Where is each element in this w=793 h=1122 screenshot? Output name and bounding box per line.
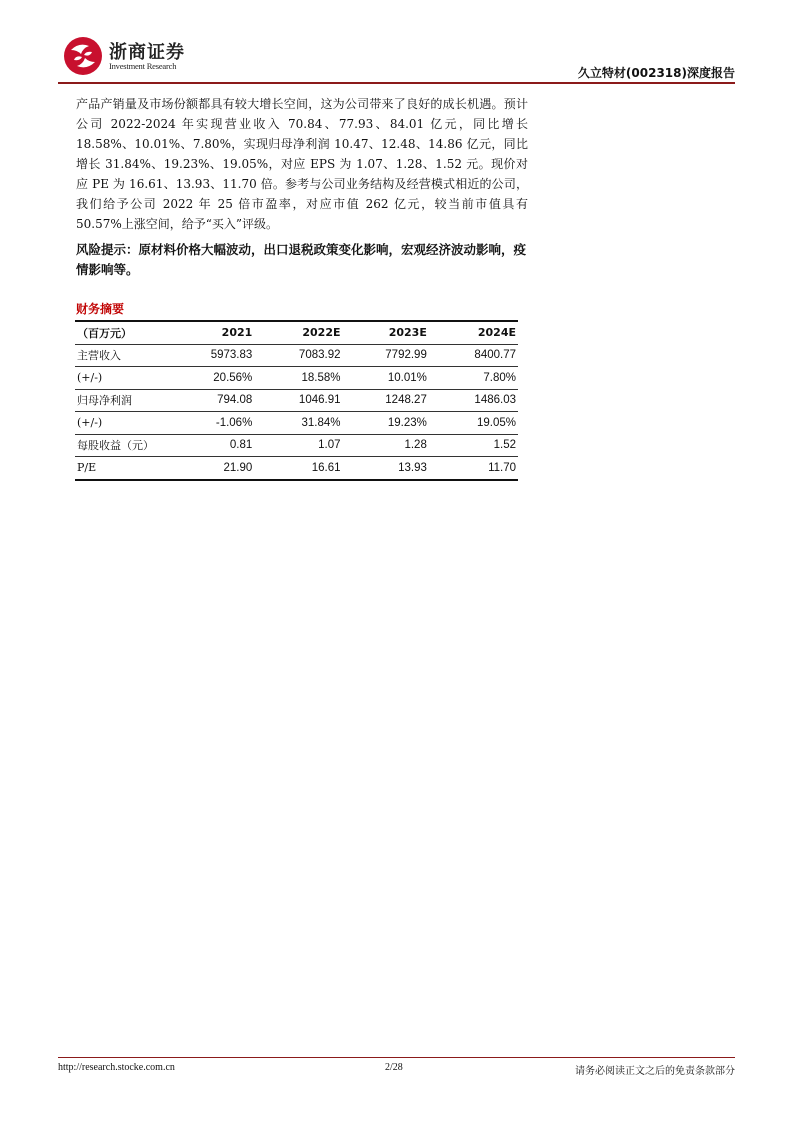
table-row — [75, 434, 518, 457]
logo-emblem-icon — [63, 36, 103, 76]
table-cell: 18.58% — [254, 367, 342, 390]
table-cell: 7792.99 — [343, 344, 429, 367]
footer-divider — [58, 1057, 735, 1058]
table-cell: 19.05% — [429, 412, 518, 435]
table-cell: 7083.92 — [254, 344, 342, 367]
financial-summary-title: 财务摘要 — [76, 302, 125, 316]
table-cell: 31.84% — [254, 412, 342, 435]
table-header-row — [75, 321, 518, 344]
row-label: (+/-) — [75, 367, 186, 390]
table-cell: 5973.83 — [186, 344, 254, 367]
table-cell: 8400.77 — [429, 344, 518, 367]
row-label: 归母净利润 — [75, 389, 186, 412]
table-row — [75, 412, 518, 435]
table-cell: 19.23% — [343, 412, 429, 435]
table-cell: 1.28 — [343, 434, 429, 457]
header-divider — [58, 82, 735, 84]
page-number: 2/28 — [385, 1062, 403, 1073]
table-cell: 16.61 — [311, 461, 341, 474]
row-label: (+/-) — [75, 412, 186, 435]
table-cell: 1248.27 — [343, 389, 429, 412]
header-cell: 2023E — [343, 321, 429, 344]
table-cell: 13.93 — [398, 461, 427, 474]
table-cell: 794.08 — [186, 389, 254, 412]
header-cell: （百万元） — [75, 321, 186, 344]
header-cell: 2022E — [254, 321, 342, 344]
table-row — [75, 457, 518, 480]
summary-paragraph: 产品产销量及市场份额都具有较大增长空间，这为公司带来了良好的成长机遇。预计公司 2022-2024 年实现营业收入 70.84、77.93、84.01 亿元，同比增长 18.58%、10.01%、7.80%，实现归母净利润 10.47、12.48、14.86 亿元，同比增长 31.84%、19.23%、19.05%，对应 EPS 为 1.07、1.28、1.52 元。现价对应 PE 为 16.61、13.93、11.70 倍。参考与公司业务结构及经营模式相近的公司，我们给予公司 2022 年 25 倍市盈率，对应市值 262 亿元，较当前市值具有 50.57%上涨空间，给予“买入”评级。 — [76, 97, 528, 231]
financial-summary-table — [75, 320, 518, 481]
row-label: P/E — [77, 461, 97, 475]
company-logo — [63, 36, 193, 78]
table-cell: 1486.03 — [429, 389, 518, 412]
table-cell: 1.07 — [254, 434, 342, 457]
table-cell: 11.70 — [488, 461, 516, 474]
header-cell: 2021 — [186, 321, 254, 344]
table-cell: 10.01% — [343, 367, 429, 390]
table-row — [75, 367, 518, 390]
disclaimer-note: 请务必阅读正文之后的免责条款部分 — [575, 1066, 735, 1077]
risk-warning: 风险提示：原材料价格大幅波动，出口退税政策变化影响，宏观经济波动影响，疫情影响等。 — [76, 242, 527, 277]
row-label: 主营收入 — [75, 344, 186, 367]
row-label: 每股收益（元） — [75, 434, 186, 457]
table-cell: 7.80% — [429, 367, 518, 390]
footer-website-link[interactable]: http://research.stocke.com.cn — [58, 1062, 175, 1073]
header-cell: 2024E — [429, 321, 518, 344]
logo-chinese-name: 浙商证券 — [109, 42, 185, 63]
table-row — [75, 344, 518, 367]
table-cell: 1.52 — [429, 434, 518, 457]
table-cell: 20.56% — [186, 367, 254, 390]
logo-english-name: Investment Research — [109, 61, 177, 71]
table-cell: 0.81 — [186, 434, 254, 457]
report-title: 久立特材(002318)深度报告 — [577, 66, 735, 80]
table-cell: 21.90 — [223, 461, 253, 474]
table-cell: 1046.91 — [254, 389, 342, 412]
table-row — [75, 389, 518, 412]
table-cell: -1.06% — [186, 412, 254, 435]
